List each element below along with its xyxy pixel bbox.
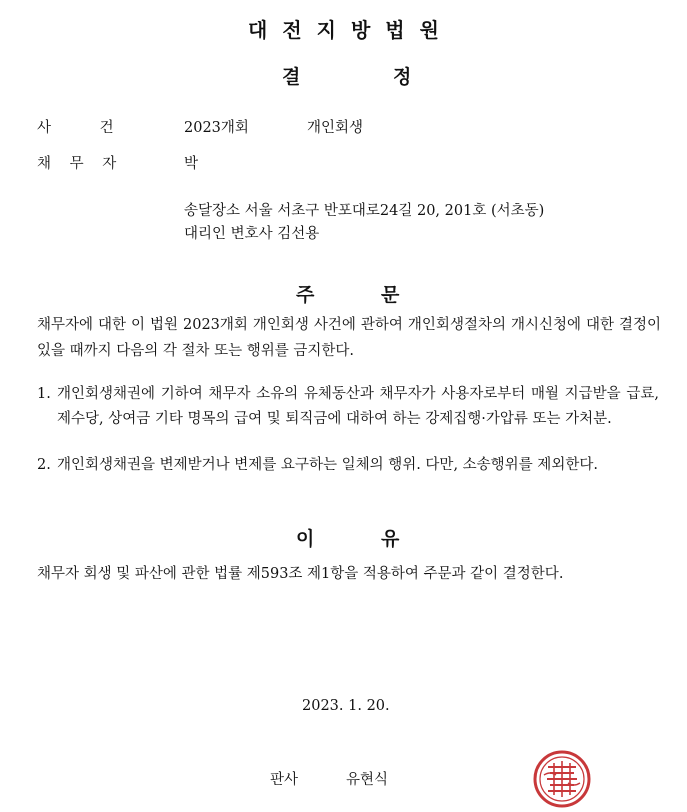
debtor-label: 채 무 자 xyxy=(37,156,117,172)
order-heading-left: 주 xyxy=(296,284,315,306)
agent: 대리인 변호사 김선용 xyxy=(184,226,320,242)
order-item-text: 개인회생채권을 변제받거나 변제를 요구하는 일체의 행위. 다만, 소송행위를 제외한다. xyxy=(57,457,598,473)
case-name: 개인회생 xyxy=(307,120,364,136)
order-heading-right: 문 xyxy=(381,284,400,306)
judge-title: 판사 xyxy=(270,772,299,788)
order-item-text: 개인회생채권에 기하여 채무자 소유의 유체동산과 채무자가 사용자로부터 매월 지급받을 급료, 제수당, 상여금 기타 명목의 급여 및 퇴직금에 대하여 하는 강제집행·가압류 또는 가처분. xyxy=(57,386,659,427)
decision-date: 2023. 1. 20. xyxy=(302,698,390,714)
court-name: 대전지방법원 xyxy=(248,18,454,42)
official-seal xyxy=(532,725,596,812)
case-label: 사 건 xyxy=(37,120,114,136)
doc-type-left: 결 xyxy=(282,66,301,88)
reason-heading-left: 이 xyxy=(296,528,315,550)
order-item-2 xyxy=(37,453,659,478)
order-item-number: 2. xyxy=(37,457,51,473)
order-paragraph: 채무자에 대한 이 법원 2023개회 개인회생 사건에 관하여 개인회생절차의 개시신청에 대한 결정이 있을 때까지 다음의 각 절차 또는 행위를 금지한다. xyxy=(37,317,661,359)
service-address: 송달장소 서울 서초구 반포대로24길 20, 201호 (서초동) xyxy=(184,203,545,219)
reason-paragraph: 채무자 회생 및 파산에 관한 법률 제593조 제1항을 적용하여 주문과 같이 결정한다. xyxy=(37,566,564,582)
debtor-name: 박 xyxy=(184,156,199,172)
order-item-number: 1. xyxy=(37,386,51,402)
judge-name: 유현식 xyxy=(346,772,389,788)
order-item-1 xyxy=(37,382,659,431)
reason-heading-right: 유 xyxy=(381,528,400,550)
case-number: 2023개회 xyxy=(184,120,249,136)
doc-type-right: 정 xyxy=(393,66,412,88)
